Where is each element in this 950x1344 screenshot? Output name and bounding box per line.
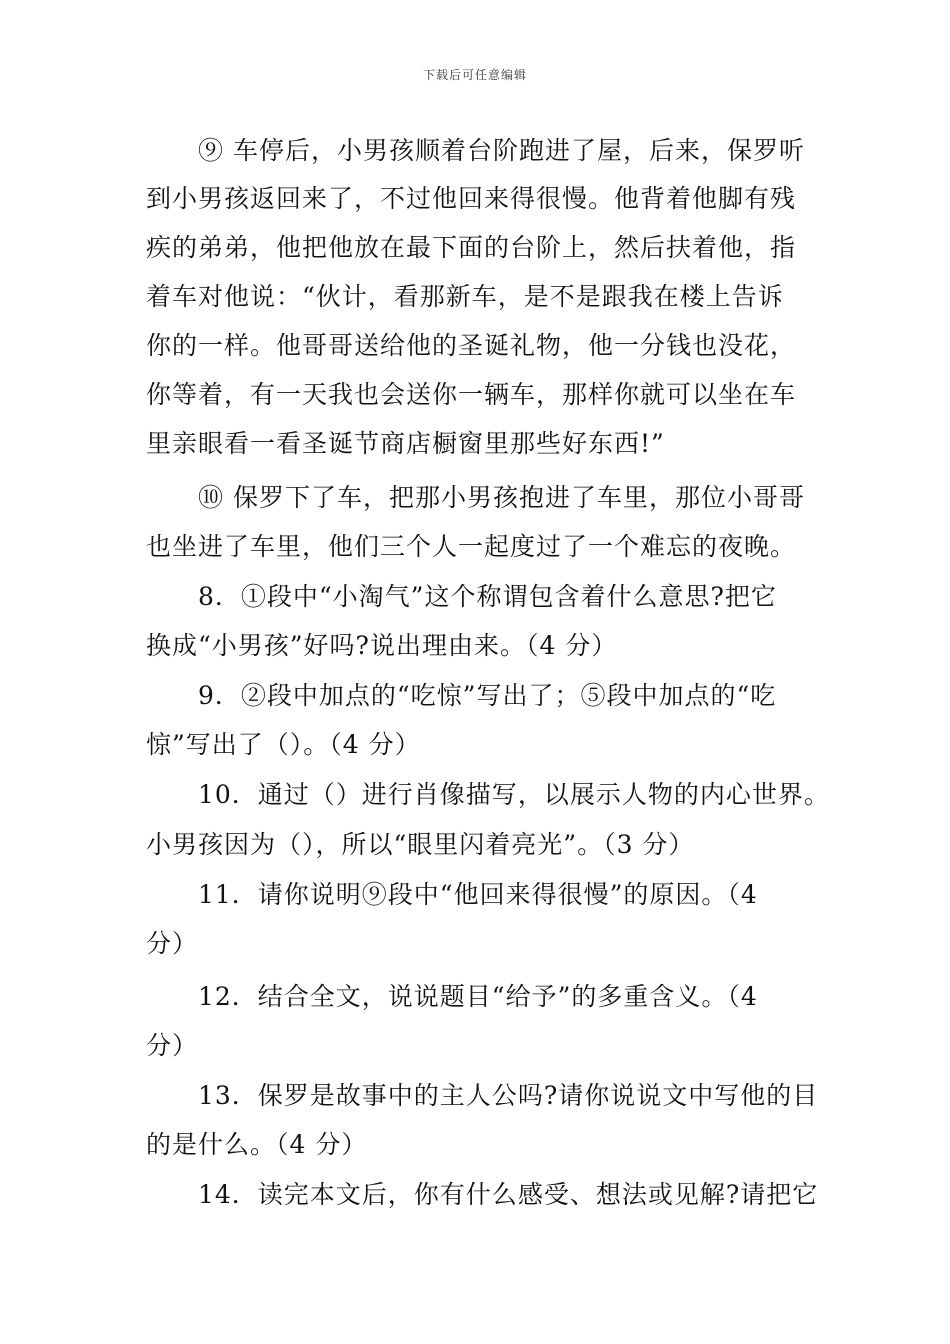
text-line: ⑩ 保罗下了车，把那小男孩抱进了车里，那位小哥哥 — [198, 483, 805, 512]
question-line: 分） — [146, 1031, 199, 1060]
question-line: 分） — [146, 929, 199, 958]
question-line: 小男孩因为（），所以“眼里闪着亮光”。（3 分） — [146, 830, 695, 859]
question-line: 换成“小男孩”好吗?说出理由来。（4 分） — [146, 631, 618, 660]
text-line: 也坐进了车里，他们三个人一起度过了一个难忘的夜晚。 — [146, 532, 797, 561]
question-line: 14．读完本文后，你有什么感受、想法或见解?请把它 — [198, 1180, 819, 1209]
question-line: 12．结合全文，说说题目“给予”的多重含义。（4 — [198, 982, 758, 1011]
text-line: ⑨ 车停后，小男孩顺着台阶跑进了屋，后来，保罗听 — [198, 136, 805, 165]
text-line: 着车对他说：“伙计，看那新车，是不是跟我在楼上告诉 — [146, 282, 784, 311]
question-line: 的是什么。（4 分） — [146, 1130, 368, 1159]
text-line: 到小男孩返回来了，不过他回来得很慢。他背着他脚有残 — [146, 184, 797, 213]
question-line: 10．通过（）进行肖像描写，以展示人物的内心世界。 — [198, 780, 830, 809]
text-line: 你等着，有一天我也会送你一辆车，那样你就可以坐在车 — [146, 380, 797, 409]
text-line: 里亲眼看一看圣诞节商店橱窗里那些好东西!” — [146, 429, 665, 458]
page-header: 下载后可任意编辑 — [422, 68, 527, 82]
question-line: 11．请你说明⑨段中“他回来得很慢”的原因。（4 — [198, 880, 758, 909]
question-line: 9．②段中加点的“吃惊”写出了；⑤段中加点的“吃 — [198, 681, 777, 710]
question-line: 13．保罗是故事中的主人公吗?请你说说文中写他的目 — [198, 1081, 819, 1110]
text-line: 你的一样。他哥哥送给他的圣诞礼物，他一分钱也没花， — [146, 331, 797, 360]
question-line: 惊”写出了（）。（4 分） — [146, 730, 421, 759]
question-line: 8．①段中“小淘气”这个称谓包含着什么意思?把它 — [198, 582, 777, 611]
text-line: 疾的弟弟，他把他放在最下面的台阶上，然后扶着他，指 — [146, 233, 797, 262]
